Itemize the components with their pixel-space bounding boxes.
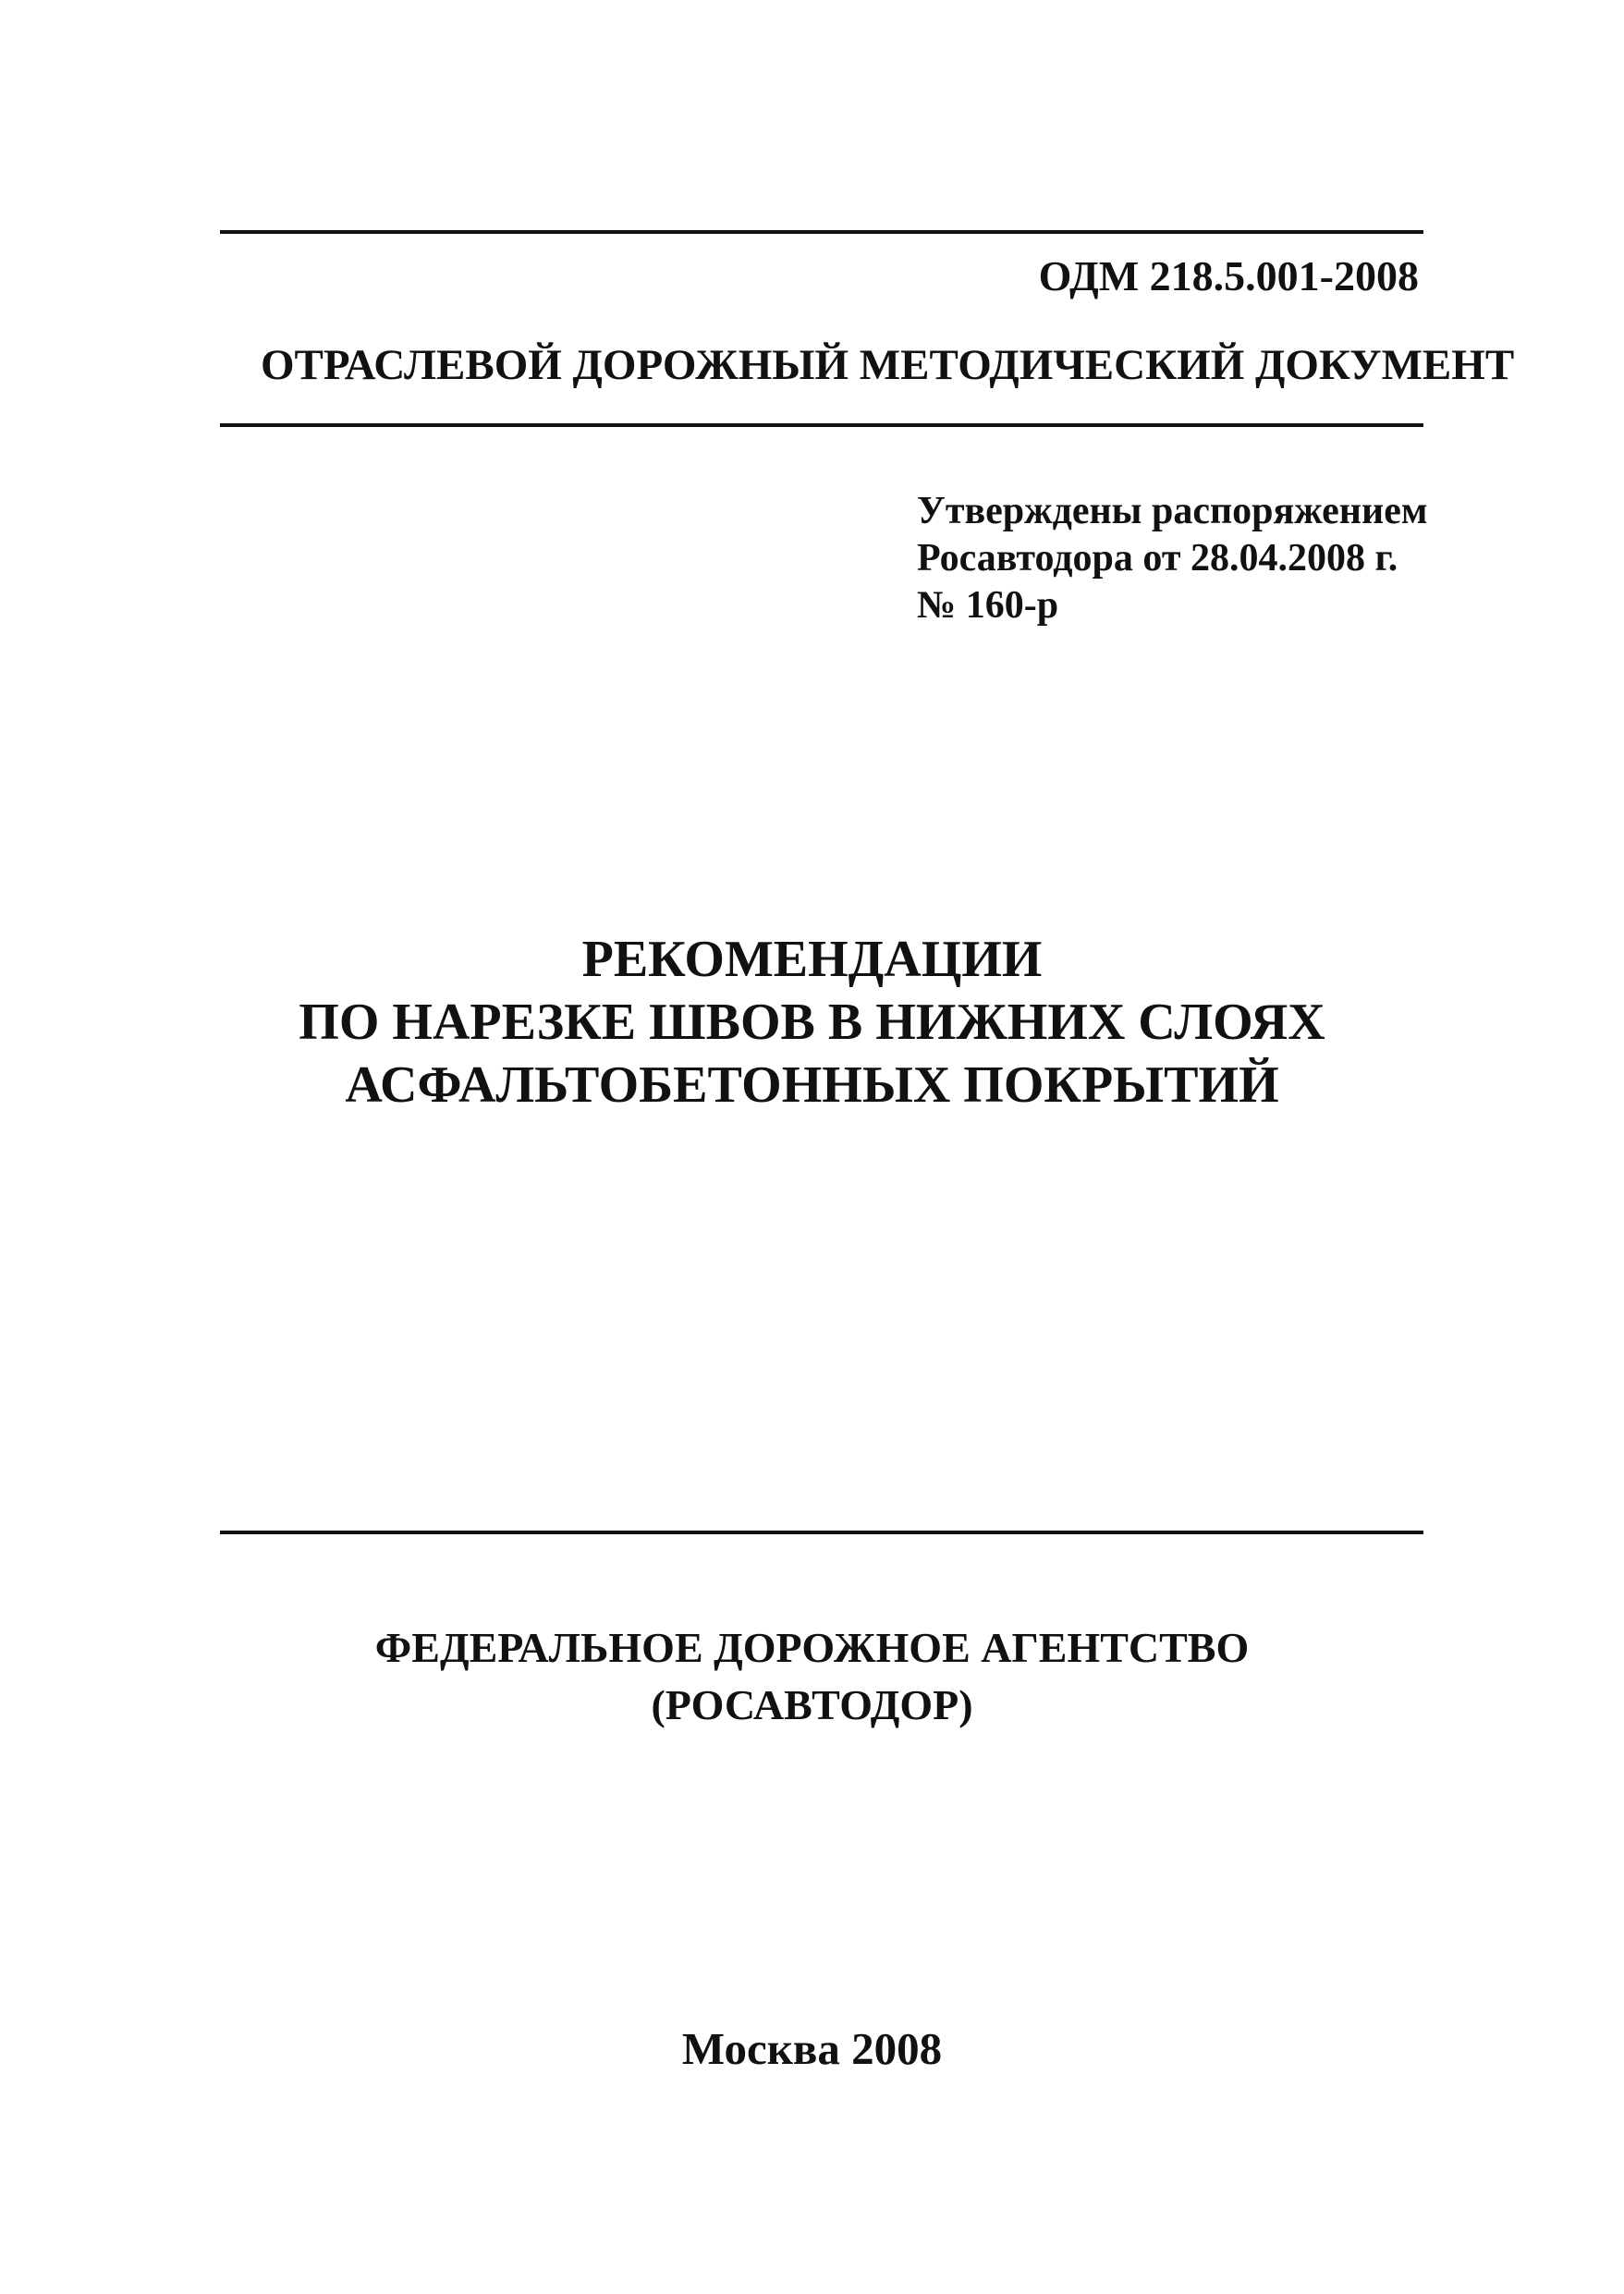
document-code: ОДМ 218.5.001-2008 [1038, 252, 1419, 299]
agency-abbreviation: (РОСАВТОДОР) [651, 1681, 973, 1728]
agency-rule [220, 1531, 1423, 1534]
header-rule [220, 423, 1423, 427]
document-title [0, 928, 1624, 1116]
place-and-year: Москва 2008 [681, 2023, 943, 2074]
document-type: ОТРАСЛЕВОЙ ДОРОЖНЫЙ МЕТОДИЧЕСКИЙ ДОКУМЕНТ [261, 341, 1515, 389]
title-line: АСФАЛЬТОБЕТОННЫХ ПОКРЫТИЙ [345, 1056, 1279, 1114]
title-line: РЕКОМЕНДАЦИИ [581, 931, 1043, 988]
title-line: ПО НАРЕЗКЕ ШВОВ В НИЖНИХ СЛОЯХ [299, 994, 1325, 1051]
approval-block [917, 488, 1427, 629]
approval-line: Росавтодора от 28.04.2008 г. [917, 537, 1398, 580]
agency-block [0, 1619, 1624, 1734]
agency-name: ФЕДЕРАЛЬНОЕ ДОРОЖНОЕ АГЕНТСТВО [374, 1624, 1250, 1671]
top-rule [220, 230, 1423, 234]
approval-line: № 160-р [917, 584, 1059, 627]
approval-line: Утверждены распоряжением [917, 490, 1428, 532]
